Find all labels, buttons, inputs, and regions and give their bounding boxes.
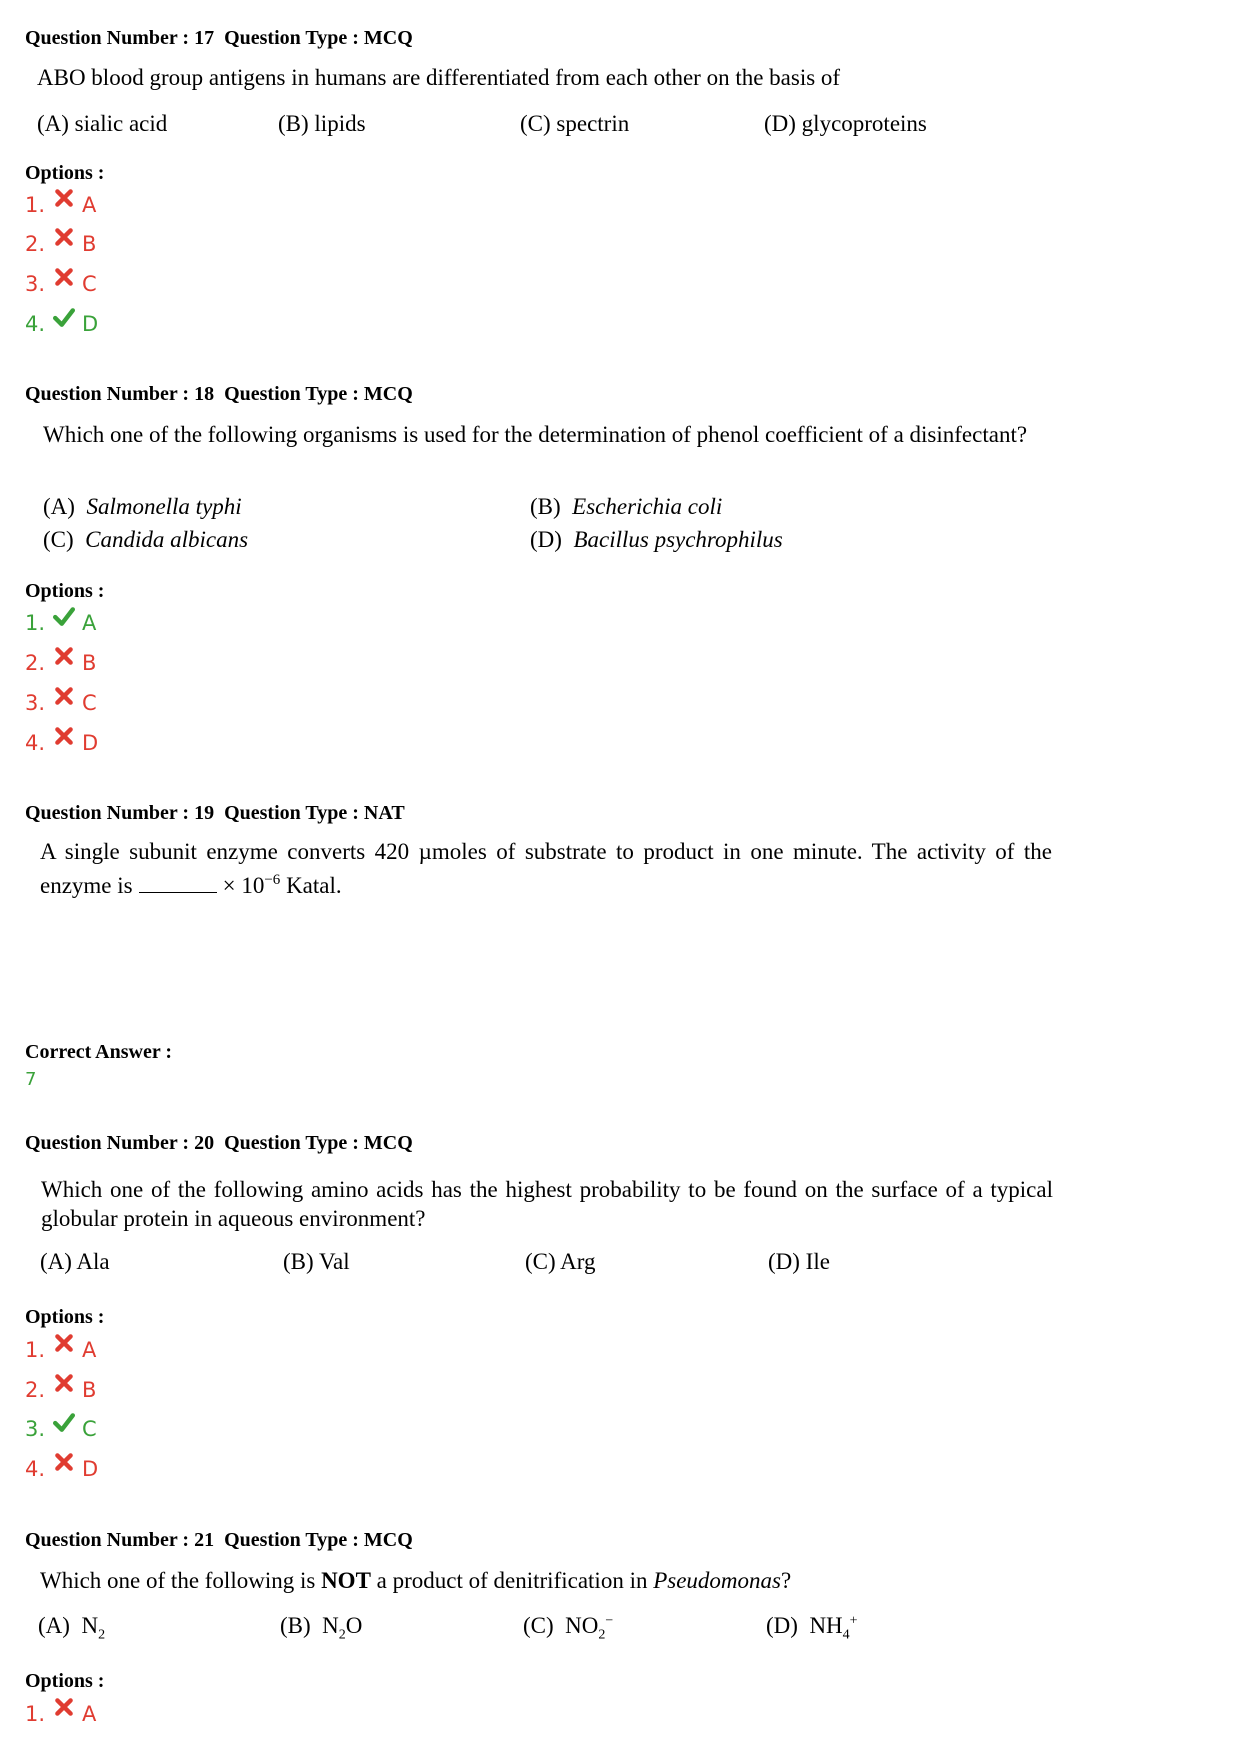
option-letter: B xyxy=(82,651,97,675)
stem-unit: Katal. xyxy=(280,873,342,898)
choice-c: (C) Arg xyxy=(525,1249,596,1274)
stem-emphasis: NOT xyxy=(321,1568,371,1593)
choice-d: (D) glycoproteins xyxy=(764,111,927,136)
stem-text: ? xyxy=(781,1568,792,1593)
choice-d: (D) Bacillus psychrophilus xyxy=(530,527,783,552)
option-number: 4. xyxy=(25,731,46,755)
options-label: Options : xyxy=(25,1306,105,1328)
stem-text: Which one of the following is xyxy=(40,1568,322,1593)
option-number: 4. xyxy=(25,1457,46,1481)
option-number: 3. xyxy=(25,1417,46,1441)
question-header: Question Number : 21 Question Type : MCQ xyxy=(25,1529,413,1551)
choice-b: (B) Val xyxy=(283,1249,350,1274)
option-number: 4. xyxy=(25,312,46,336)
cross-icon xyxy=(53,645,75,667)
cross-icon xyxy=(53,266,75,288)
choice-a: (A) sialic acid xyxy=(37,111,168,136)
option-number: 2. xyxy=(25,651,46,675)
question-stem xyxy=(40,837,1052,900)
option-letter: A xyxy=(82,1338,97,1362)
options-label: Options : xyxy=(25,1670,105,1692)
option-letter: C xyxy=(82,272,97,296)
answer-blank xyxy=(139,872,217,893)
cross-icon xyxy=(53,685,75,707)
question-stem: Which one of the following amino acids has the highest probability to be found on the surface of a typical globular protein in aqueous environment? xyxy=(41,1177,1053,1231)
stem-organism: Pseudomonas xyxy=(653,1568,781,1593)
option-number: 3. xyxy=(25,272,46,296)
options-label: Options : xyxy=(25,580,105,602)
choice-b: (B) Escherichia coli xyxy=(530,494,723,519)
stem-exponent: −6 xyxy=(264,872,281,888)
stem-multiplier: × 10 xyxy=(222,873,265,898)
question-header: Question Number : 19 Question Type : NAT xyxy=(25,802,405,824)
option-number: 1. xyxy=(25,1702,46,1726)
cross-icon xyxy=(53,1372,75,1394)
question-stem: ABO blood group antigens in humans are differentiated from each other on the basis of xyxy=(37,65,841,90)
option-letter: C xyxy=(82,691,97,715)
cross-icon xyxy=(53,226,75,248)
option-letter: C xyxy=(82,1417,97,1441)
choice-b: (B) $N_2O$ xyxy=(280,1613,363,1643)
stem-text: a product of denitrification in xyxy=(370,1568,654,1593)
option-letter: A xyxy=(82,611,97,635)
check-icon xyxy=(53,306,75,328)
choice-a: (A) Salmonella typhi xyxy=(43,494,242,519)
cross-icon xyxy=(53,187,75,209)
cross-icon xyxy=(53,725,75,747)
choice-c: (C) spectrin xyxy=(520,111,630,136)
question-header: Question Number : 18 Question Type : MCQ xyxy=(25,383,413,405)
option-number: 2. xyxy=(25,232,46,256)
choice-d: (D) Ile xyxy=(768,1249,830,1274)
choice-c: (C) $NO_2^-$ xyxy=(523,1613,614,1643)
stem-text: A single subunit enzyme converts 420 µmoles of substrate to product in one minute. The activity of the enzyme is xyxy=(40,839,1052,898)
question-stem xyxy=(40,1566,1050,1595)
cross-icon xyxy=(53,1696,75,1718)
option-number: 1. xyxy=(25,193,46,217)
correct-answer-label: Correct Answer : xyxy=(25,1041,172,1063)
option-letter: D xyxy=(82,312,99,336)
choice-a: (A) $N_2$ xyxy=(38,1613,106,1643)
option-number: 2. xyxy=(25,1378,46,1402)
check-icon xyxy=(53,605,75,627)
question-stem: Which one of the following organisms is used for the determination of phenol coefficient of a disinfectant? xyxy=(43,422,1028,447)
option-letter: D xyxy=(82,731,99,755)
option-letter: B xyxy=(82,232,97,256)
correct-answer-value: 7 xyxy=(25,1069,37,1090)
option-number: 1. xyxy=(25,611,46,635)
question-header: Question Number : 17 Question Type : MCQ xyxy=(25,27,413,49)
option-letter: A xyxy=(82,193,97,217)
option-number: 3. xyxy=(25,691,46,715)
check-icon xyxy=(53,1411,75,1433)
options-label: Options : xyxy=(25,162,105,184)
choice-a: (A) Ala xyxy=(40,1249,110,1274)
cross-icon xyxy=(53,1332,75,1354)
option-letter: B xyxy=(82,1378,97,1402)
option-number: 1. xyxy=(25,1338,46,1362)
question-header: Question Number : 20 Question Type : MCQ xyxy=(25,1132,413,1154)
option-letter: A xyxy=(82,1702,97,1726)
cross-icon xyxy=(53,1451,75,1473)
choice-d: (D) $NH_4^+$ xyxy=(766,1613,858,1643)
choice-b: (B) lipids xyxy=(278,111,366,136)
choice-c: (C) Candida albicans xyxy=(43,527,249,552)
option-letter: D xyxy=(82,1457,99,1481)
